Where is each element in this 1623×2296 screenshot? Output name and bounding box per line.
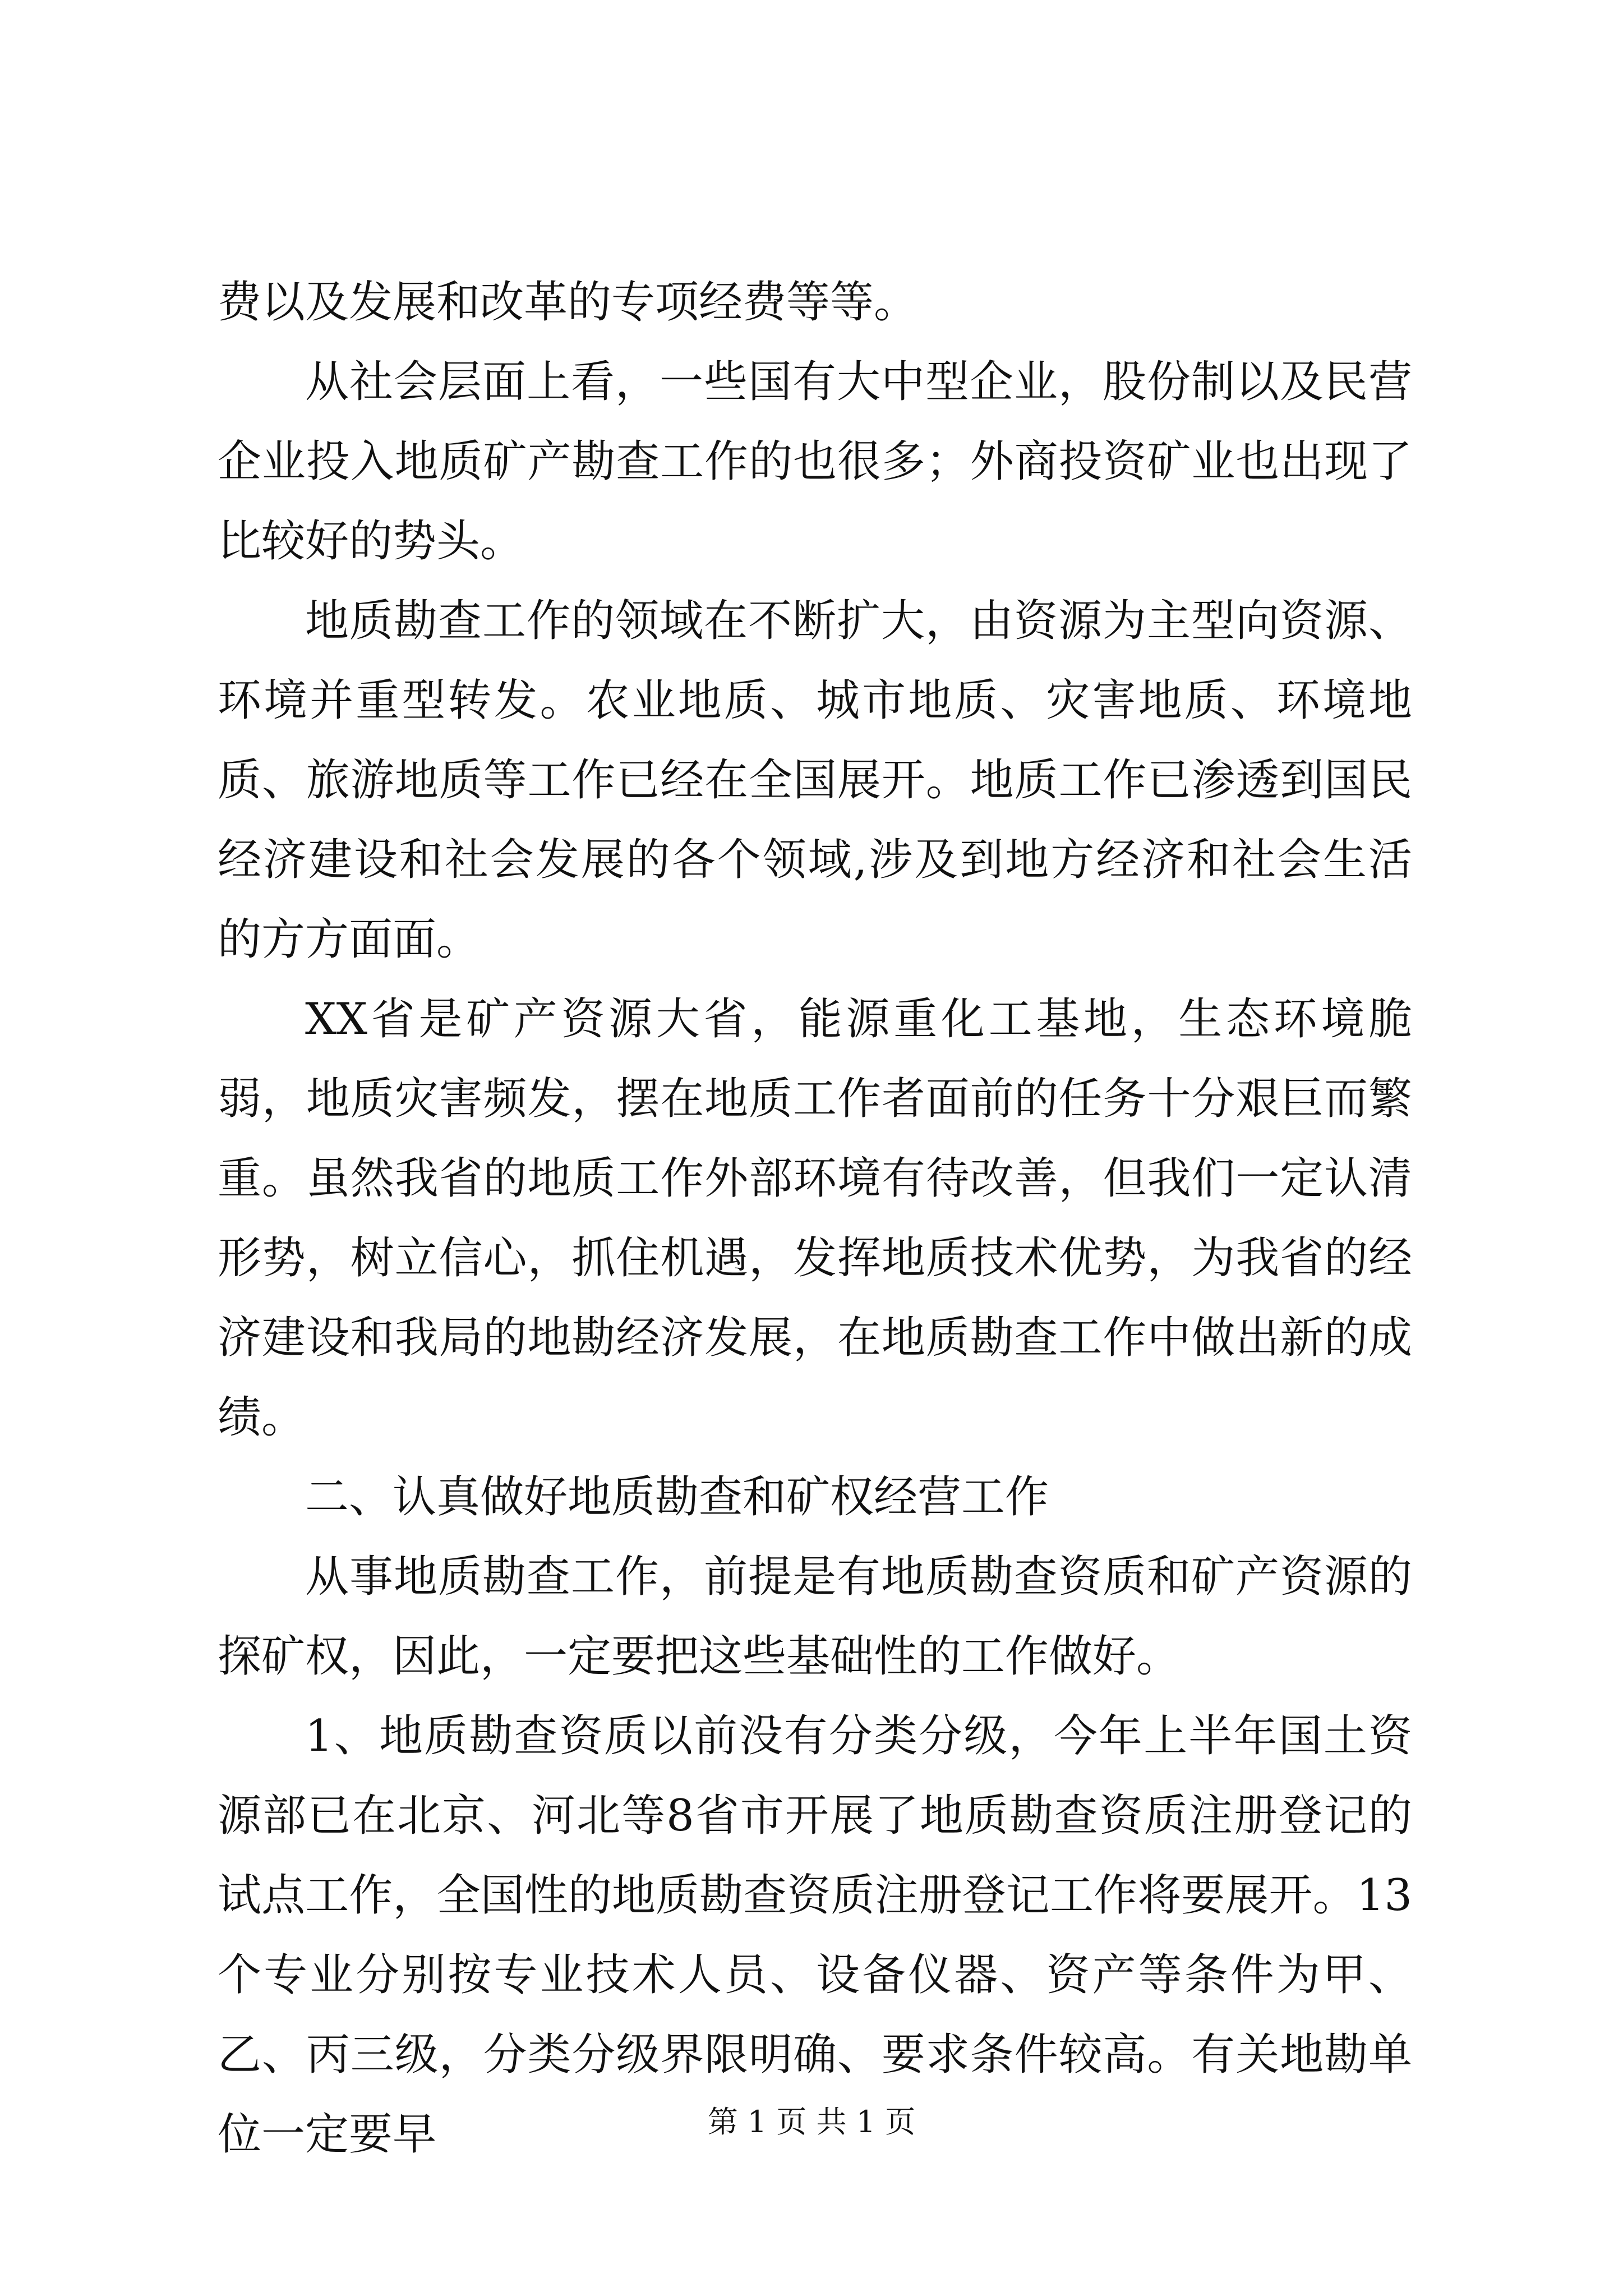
section-heading: 二、认真做好地质勘查和矿权经营工作 [305,1472,1049,1522]
paragraph-prerequisite: 从事地质勘查工作，前提是有地质勘查资质和矿产资源的探矿权，因此，一定要把这些基础性的工作做好。 [218,1552,1412,1682]
paragraph-field-expansion: 地质勘查工作的领域在不断扩大，由资源为主型向资源、环境并重型转发。农业地质、城市地质、灾害地质、环境地质、旅游地质等工作已经在全国展开。地质工作已渗透到国民经济建设和社会发展的各个领域,涉及到地方经济和社会生活的方方面面。 [218,596,1412,965]
paragraph-social-level: 从社会层面上看，一些国有大中型企业，股份制以及民营企业投入地质矿产勘查工作的也很多；外商投资矿业也出现了比较好的势头。 [218,357,1412,567]
paragraph-province-situation: XX省是矿产资源大省，能源重化工基地，生态环境脆弱，地质灾害频发，摆在地质工作者面前的任务十分艰巨而繁重。虽然我省的地质工作外部环境有待改善，但我们一定认清形势，树立信心，抓住机遇，发挥地质技术优势，为我省的经济建设和我局的地勘经济发展，在地质勘查工作中做出新的成绩。 [218,994,1412,1443]
page-footer: 第 1 页 共 1 页 [707,2104,916,2139]
paragraph-qualification: 1、地质勘查资质以前没有分类分级，今年上半年国土资源部已在北京、河北等8省市开展了地质勘查资质注册登记的试点工作，全国性的地质勘查资质注册登记工作将要展开。13个专业分别按专业技术人员、设备仪器、资产等条件为甲、乙、丙三级，分类分级界限明确、要求条件较高。有关地勘单位一定要早 [218,1711,1412,2160]
document-body [218,263,1412,2174]
paragraph-continuation: 费以及发展和改革的专项经费等等。 [218,277,918,328]
